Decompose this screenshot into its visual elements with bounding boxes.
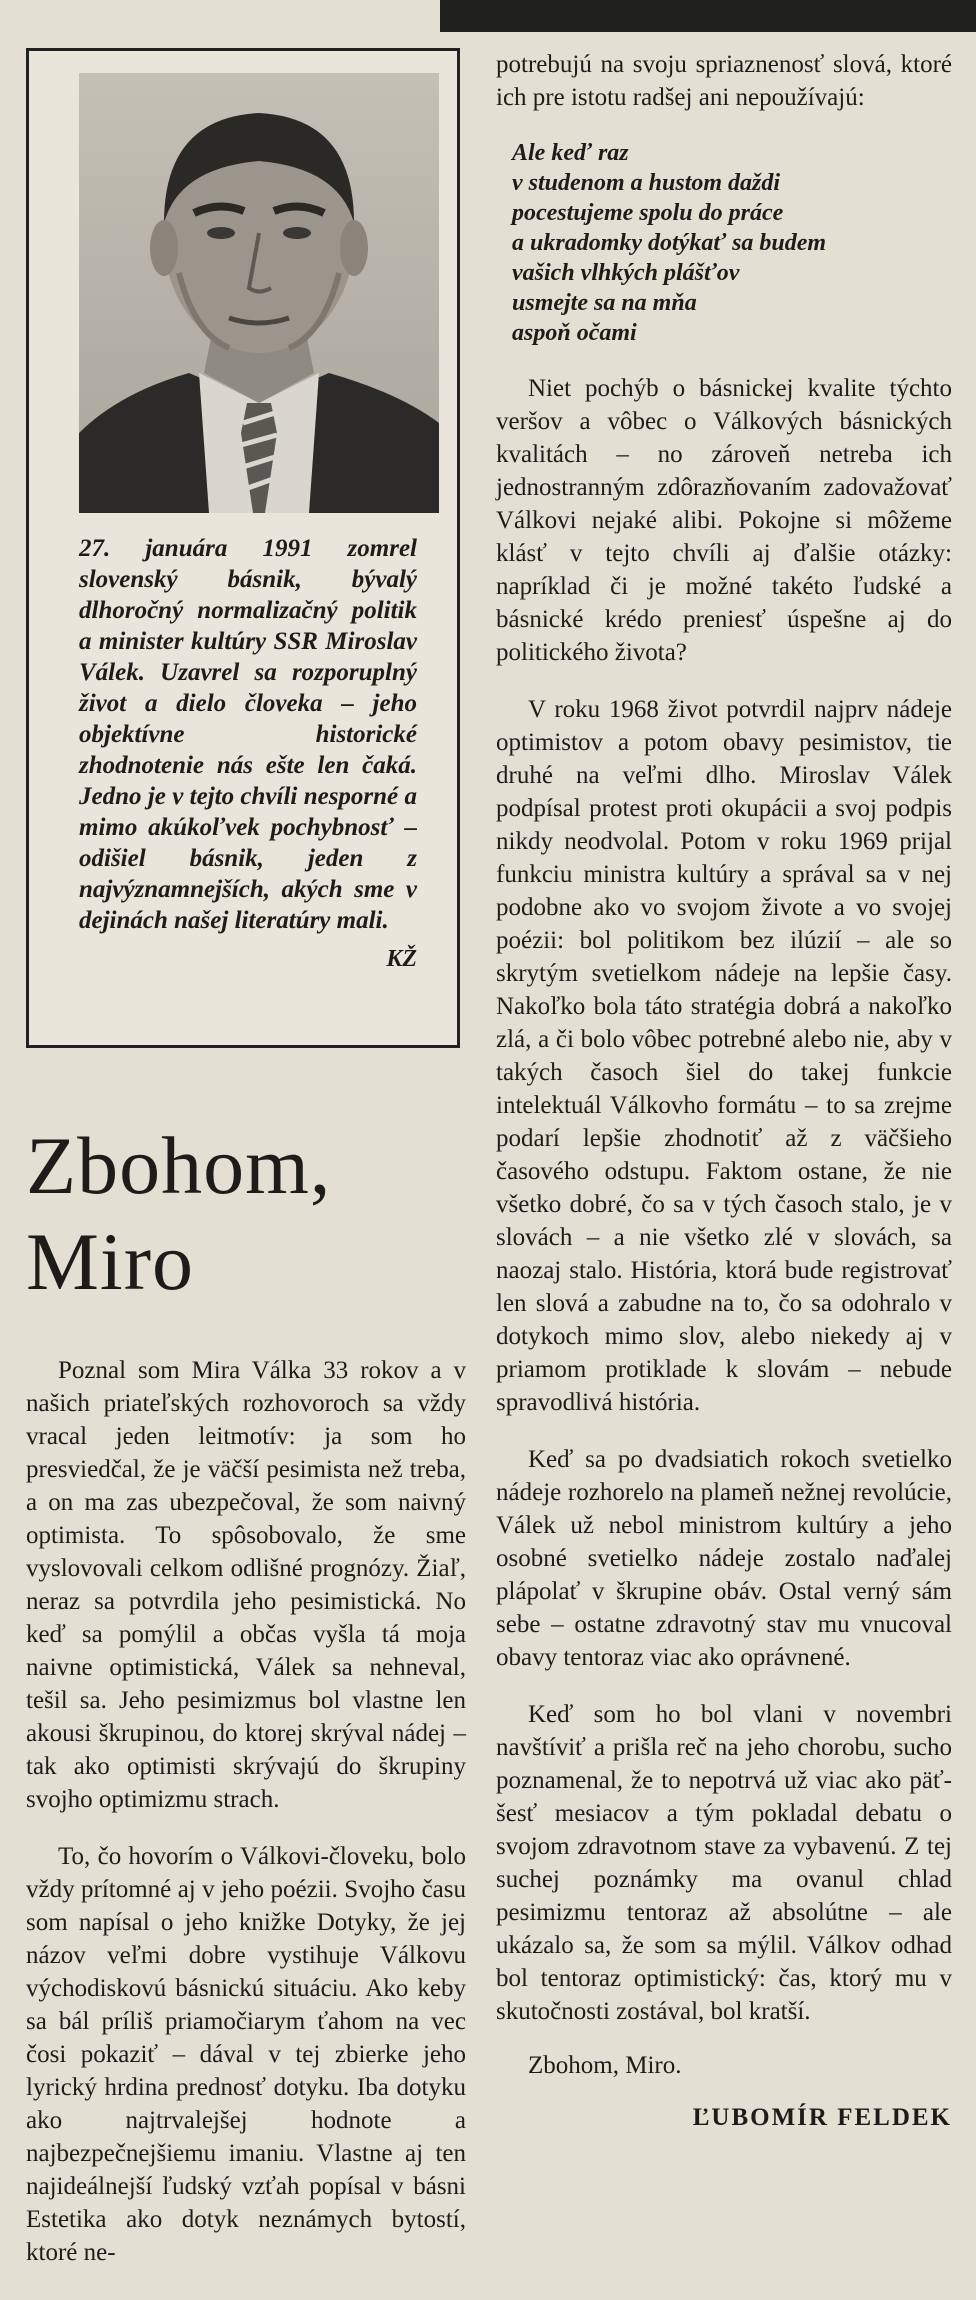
paragraph: potrebujú na svoju spriaznenosť slová, ktoré ich pre istotu radšej ani nepoužívajú: [496,51,952,111]
photo-caption: 27. januára 1991 zomrel slovenský básnik, bývalý dlhoročný normalizačný politik a minister kultúry SSR Miroslav Válek. Uzavrel sa rozporuplný život a dielo človeka – jeho objektívne historické zhodnotenie nás ešte len čaká. Jedno je v tejto chvíli nesporné a mimo akúkoľvek pochybnosť – odišiel básnik, jeden z najvýznamnejších, akých sme v dejinách našej literatúry mali. [79,535,417,934]
poem-line: usmejte sa na mňa [512,290,697,316]
poem-quote [496,138,952,348]
paragraph: Niet pochýb o básnickej kvalite týchto veršov a vôbec o Válkových básnických kvalitách – no zároveň netreba ich jednostranným zdôrazňovaním zadovažovať Válkovi nejaké alibi. Pokojne si môžeme klásť v tejto chvíli aj ďalšie otázky: napríklad či je možné takéto ľudské a básnické krédo preniesť úspešne aj do politického života? [496,375,952,666]
headline-line-1: Zbohom, [26,1120,332,1211]
top-black-bar [440,0,976,32]
right-body [496,372,952,2028]
paragraph: Keď som ho bol vlani v novembri navštíviť a prišla reč na jeho chorobu, sucho poznamenal, že to nepotrvá už viac ako päť-šesť mesiacov a tým pokladal debatu o svojom zdravotnom stave za vybavenú. Z tej suchej poznámky ma ovanul chlad pesimizmu tentoraz až absolútne – ale ukázalo sa, že som sa mýlil. Válkov odhad bol tentoraz optimistický: čas, ktorý mu v skutočnosti zostával, bol kratší. [496,1701,952,2025]
paragraph: Poznal som Mira Válka 33 rokov a v našich priateľských rozhovoroch sa vždy vracal jeden leitmotív: ja som ho presviedčal, že je väčší pesimista než treba, a on ma zas ubezpečoval, že som naivný optimista. To spôsobovalo, že sme vyslovovali celkom odlišné prognózy. Žiaľ, neraz sa potvrdila jeho pesimistická. No keď sa pomýlil a občas vyšla tá moja naivne optimistická, Válek sa nehneval, tešil sa. Jeho pesimizmus bol vlastne len akousi škrupinou, do ktorej skrýval nádej – tak ako optimisti skrývajú do škrupiny svojho optimizmu strach. [26,1357,466,1813]
left-body [26,1354,466,2269]
portrait-photo [79,73,439,513]
poem-line: aspoň očami [512,320,637,346]
paragraph: Keď sa po dvadsiatich rokoch svetielko nádeje rozhorelo na plameň nežnej revolúcie, Válek už nebol ministrom kultúry a jeho osobné svetielko nádeje zostalo naďalej plápolať v škrupine obáv. Ostal verný sám sebe – ostatne zdravotný stav mu vnucoval obavy tentoraz viac ako oprávnené. [496,1446,952,1671]
right-column [496,48,952,2132]
headline [26,1118,466,1310]
portrait-box [26,48,460,1048]
caption-signature: KŽ [386,946,417,972]
closing-line: Zbohom, Miro. [528,2052,682,2079]
paragraph: To, čo hovorím o Válkovi-človeku, bolo vždy prítomné aj v jeho poézii. Svojho času som napísal o jeho knižke Dotyky, že jej názov veľmi dobre vystihuje Válkovu východiskovú básnickú situáciu. Ako keby sa bál príliš priamočiarym ťahom na vec čosi pokaziť – dával v tej zbierke jeho lyrický hrdina prednosť dotyku. Iba dotyku ako najtrvalejšej hodnote a najbezpečnejšiemu imaniu. Vlastne aj ten najideálnejší ľudský vzťah popísal v básni Estetika ako dotyk neznámych bytostí, ktoré ne- [26,1843,466,2266]
poem-line: a ukradomky dotýkať sa budem [512,230,827,256]
left-column [26,48,466,2293]
poem-line: vašich vlhkých plášťov [512,260,740,286]
author-name: ĽUBOMÍR FELDEK [692,2104,952,2131]
paragraph: V roku 1968 život potvrdil najprv nádeje optimistov a potom obavy pesimistov, tie druhé na veľmi dlho. Miroslav Válek podpísal protest proti okupácii a svoj podpis nikdy neodvolal. Potom v roku 1969 prijal funkciu ministra kultúry a správal sa v nej podobne ako vo svojom živote a vo svojej poézii: bol politikom bez ilúzií – ale so skrytým svetielkom nádeje na lepšie časy. Nakoľko bola táto stratégia dobrá a nakoľko zlá, a či bolo vôbec potrebné alebo nie, aby v takých časoch šiel do takej funkcie intelektuál Válkovho formátu – to sa zrejme podarí lepšie zhodnotiť až z väčšieho časového odstupu. Faktom ostane, že nie všetko dobré, čo sa v tých časoch stalo, je v slovách – a nie všetko zlé v slovách, sa naozaj stalo. História, ktorá bude registrovať len slová a zabudne na to, čo sa odohralo v dotykoch mimo slov, alebo niekedy aj v priamom protiklade k slovám – nebude spravodlivá história. [496,696,952,1416]
poem-line: Ale keď raz [512,140,629,166]
portrait-illustration [79,73,439,513]
poem-line: pocestujeme spolu do práce [512,200,784,226]
poem-line: v studenom a hustom daždi [512,170,781,196]
headline-line-2: Miro [26,1216,194,1307]
